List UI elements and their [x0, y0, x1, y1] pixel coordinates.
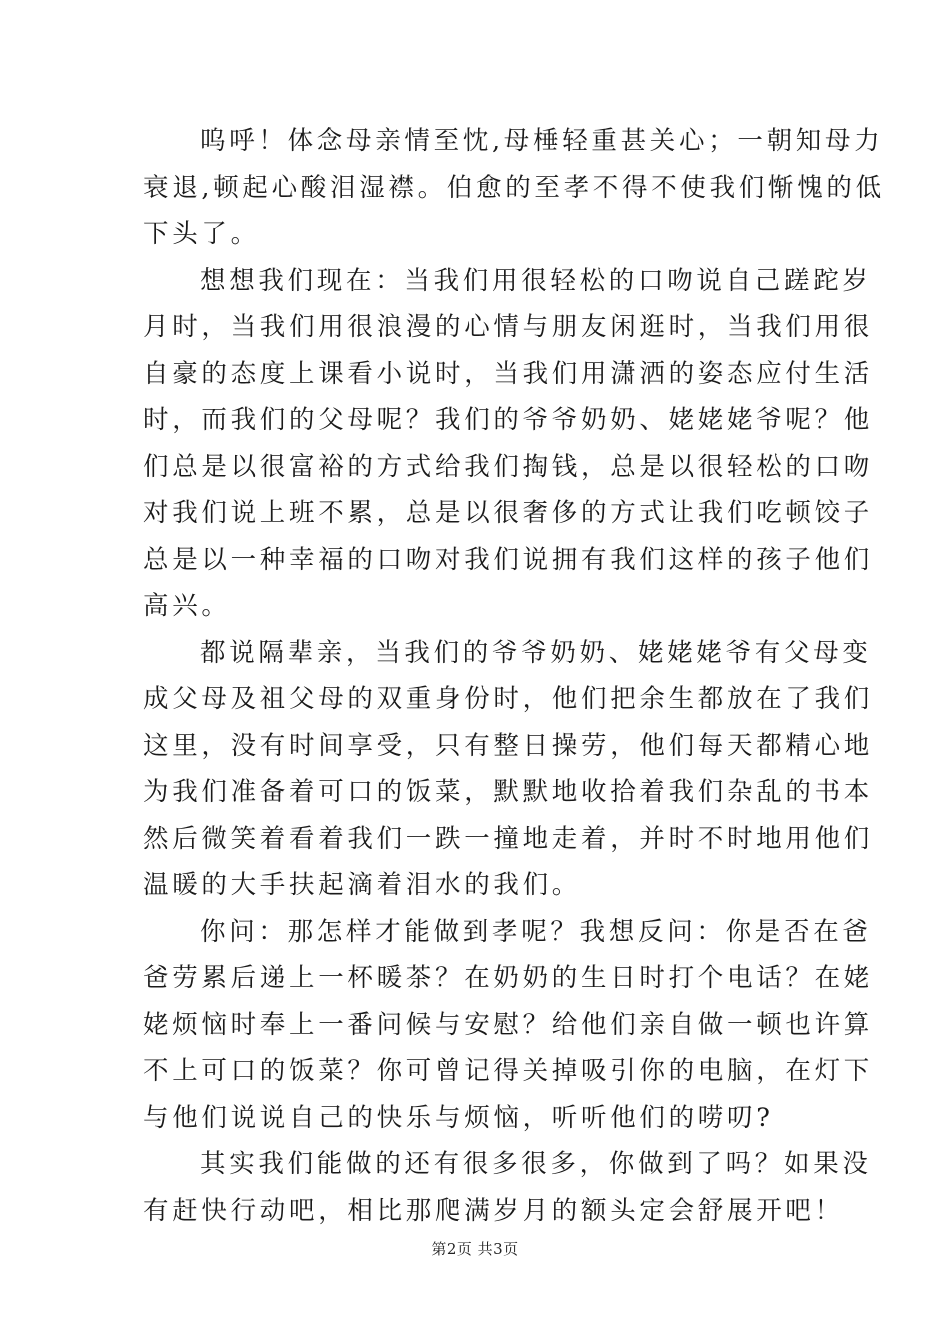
text-line: 你问：那怎样才能做到孝呢？我想反问：你是否在爸 [200, 916, 872, 947]
text-line: 这里，没有时间享受，只有整日操劳，他们每天都精心地 [143, 730, 874, 761]
text-line: 然后微笑着看着我们一跌一撞地走着，并时不时地用他们 [143, 823, 874, 854]
paragraph [143, 118, 885, 258]
page-number-footer: 第2页 共3页 [431, 1240, 519, 1258]
paragraph [143, 630, 874, 909]
text-line: 成父母及祖父母的双重身份时，他们把余生都放在了我们 [143, 684, 874, 714]
paragraph [143, 909, 874, 1142]
text-line: 对我们说上班不累，总是以很奢侈的方式让我们吃顿饺子 [143, 498, 874, 528]
text-line: 爸劳累后递上一杯暖茶？在奶奶的生日时打个电话？在姥 [143, 963, 874, 993]
text-line: 高兴。 [143, 591, 231, 621]
text-line: 姥烦恼时奉上一番问候与安慰？给他们亲自做一顿也许算 [143, 1009, 874, 1040]
text-line: 月时，当我们用很浪漫的心情与朋友闲逛时，当我们用很 [143, 312, 874, 342]
text-line: 其实我们能做的还有很多很多，你做到了吗？如果没 [200, 1149, 872, 1179]
text-line: 温暖的大手扶起滴着泪水的我们。 [143, 870, 582, 900]
text-line: 想想我们现在：当我们用很轻松的口吻说自己蹉跎岁 [200, 265, 872, 296]
text-line: 自豪的态度上课看小说时，当我们用潇洒的姿态应付生活 [143, 358, 874, 389]
text-line: 下头了。 [143, 219, 260, 249]
text-line: 不上可口的饭菜？你可曾记得关掉吸引你的电脑，在灯下 [143, 1056, 874, 1086]
text-line: 衰退,顿起心酸泪湿襟。伯愈的至孝不得不使我们惭愧的低 [143, 172, 885, 203]
text-line: 呜呼！体念母亲情至忱,母棰轻重甚关心；一朝知母力 [200, 126, 884, 156]
text-line: 与他们说说自己的快乐与烦恼，听听他们的唠叨? [143, 1102, 774, 1133]
text-line: 有赶快行动吧，相比那爬满岁月的额头定会舒展开吧！ [143, 1195, 844, 1226]
text-line: 们总是以很富裕的方式给我们掏钱，总是以很轻松的口吻 [143, 451, 874, 482]
paragraph [143, 258, 874, 630]
text-line: 为我们准备着可口的饭菜，默默地收拾着我们杂乱的书本 [143, 777, 874, 807]
text-line: 都说隔辈亲，当我们的爷爷奶奶、姥姥姥爷有父母变 [200, 637, 872, 668]
text-line: 时，而我们的父母呢？我们的爷爷奶奶、姥姥姥爷呢？他 [143, 405, 874, 435]
text-line: 总是以一种幸福的口吻对我们说拥有我们这样的孩子他们 [143, 544, 874, 575]
document-body [143, 118, 885, 1234]
paragraph [143, 1141, 872, 1234]
